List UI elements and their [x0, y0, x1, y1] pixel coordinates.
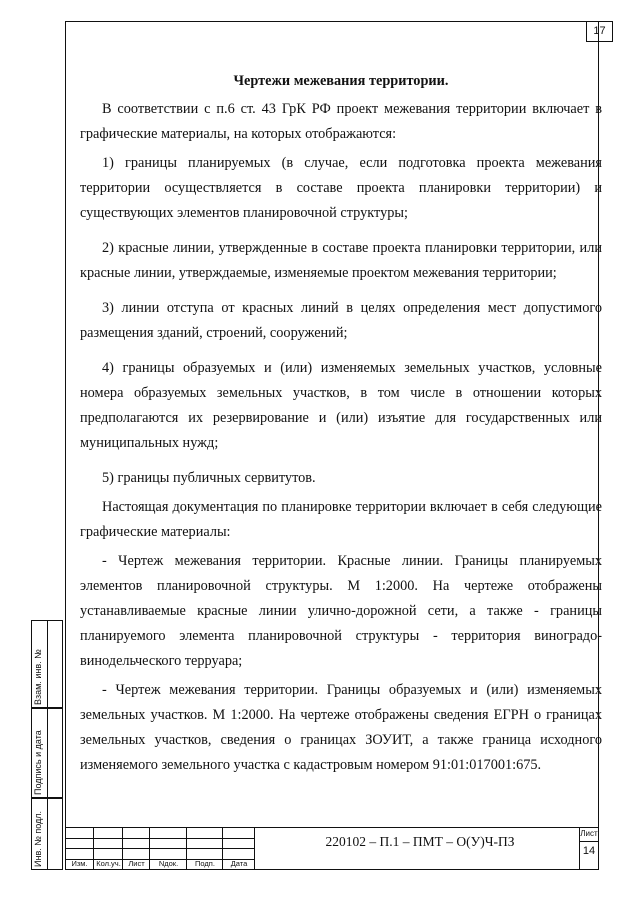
- paragraph-intro: В соответствии с п.6 ст. 43 ГрК РФ проект межевания территории включает в графические материалы, на которых отображаются:: [80, 101, 602, 142]
- list-number: 14: [582, 845, 596, 857]
- col-kol-uch: Кол.уч.: [96, 859, 121, 868]
- paragraph-item-3: 3) линии отступа от красных линий в целях определения мест допустимого размещения зданий, строений, сооружений;: [80, 300, 602, 341]
- title-block: [65, 827, 599, 870]
- side-label-vzam-inv: Взам. инв. №: [33, 649, 43, 705]
- paragraph-item-5: 5) границы публичных сервитутов.: [102, 470, 316, 486]
- paragraph-item-1: 1) границы планируемых (в случае, если подготовка проекта межевания территории осуществляется в составе проекта планировки территории) и существующих элементов планировочной структуры;: [80, 155, 602, 221]
- side-stamp-inv-podl: [31, 798, 63, 870]
- side-stamp-vzam-inv: [31, 620, 63, 708]
- col-podp: Подп.: [195, 859, 215, 868]
- paragraph-drawing-2: - Чертеж межевания территории. Границы образуемых и (или) изменяемых земельных участков. М 1:2000. На чертеже отображены сведения ЕГРН о границах земельных участков, сведения о границах ЗОУИТ, а также граница исходного изменяемого земельного участка с кадастровым номером 91:01:017001:675.: [80, 682, 602, 773]
- paragraph-materials: Настоящая документация по планировке территории включает в себя следующие графические материалы:: [80, 499, 602, 540]
- side-stamp-podpis: [31, 708, 63, 798]
- document-body: [80, 69, 602, 778]
- list-label: Лист: [580, 829, 598, 838]
- side-label-podpis-data: Подпись и дата: [33, 730, 43, 795]
- col-data: Дата: [230, 859, 248, 868]
- sheet-number: 17: [586, 21, 613, 42]
- paragraph-item-2: 2) красные линии, утвержденные в составе проекта планировки территории, или красные линии, утверждаемые, изменяемые проектом межевания территории;: [80, 240, 602, 281]
- document-heading: Чертежи межевания территории.: [233, 73, 449, 89]
- col-izm: Изм.: [71, 859, 88, 868]
- col-ndok: Nдок.: [158, 859, 179, 868]
- paragraph-drawing-1: - Чертеж межевания территории. Красные линии. Границы планируемых элементов планировочной структуры. М 1:2000. На чертеже отображены устанавливаемые красные линии улично-дорожной сети, а также - границы планируемого элемента планировочной структуры - территория виноградо-винодельческого терруара;: [80, 553, 602, 669]
- col-list: Лист: [128, 859, 145, 868]
- paragraph-item-4: 4) границы образуемых и (или) изменяемых земельных участков, условные номера образуемых земельных участков, в том числе в отношении которых предполагаются их резервирование и (или) изъятие для государственных или муниципальных нужд;: [80, 360, 602, 451]
- side-label-inv-podl: Инв. № подл.: [33, 810, 43, 867]
- document-code: 220102 – П.1 – ПМТ – О(У)Ч-ПЗ: [325, 834, 515, 849]
